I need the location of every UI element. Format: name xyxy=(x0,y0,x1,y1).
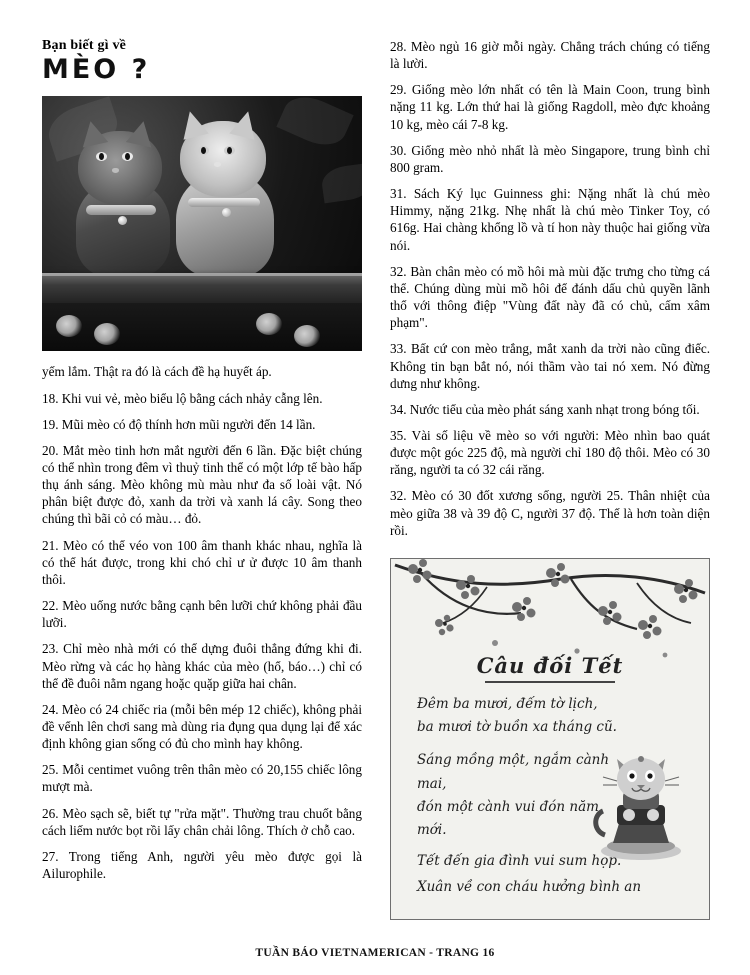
verse-line: Đêm ba mươi, đếm tờ lịch, xyxy=(417,696,598,712)
paragraph: 25. Mỗi centimet vuông trên thân mèo có 20,155 chiếc lông mượt mà. xyxy=(42,762,362,795)
tet-greeting-block xyxy=(417,849,687,900)
left-column xyxy=(42,38,362,891)
tet-card-title xyxy=(391,653,709,683)
paragraph: 23. Chỉ mèo nhà mới có thể dựng đuôi thẳng đứng khi đi. Mèo rừng và các họ hàng khác của mèo (hổ, báo…) chỉ có thể đề đuôi nằm ngang hoặc quặp giữa hai chân. xyxy=(42,641,362,691)
title-underline xyxy=(485,681,615,683)
tet-title-text: Câu đối Tết xyxy=(476,653,624,678)
paragraph: 35. Vài số liệu về mèo so với người: Mèo nhìn bao quát được một góc 225 độ, mà người chỉ 180 độ thôi. Mèo có 30 răng, người ta có 32 cái răng. xyxy=(390,427,710,478)
paragraph: 27. Trong tiếng Anh, người yêu mèo được gọi là Ailurophile. xyxy=(42,848,362,882)
cartoon-cat-illustration xyxy=(587,731,695,863)
verse-line: ba mươi tờ buồn xa tháng cũ. xyxy=(417,719,617,736)
page-title: MÈO ? xyxy=(42,54,151,85)
paragraph: 24. Mèo có 24 chiếc ria (mỗi bên mép 12 chiếc), không phải đề vểnh lên chơi sang mà dùng ria đụng qua dụng lại để xác định không gian sống có đủ cho mình hay không. xyxy=(42,701,362,752)
verse-line: Xuân về con cháu hưởng bình an xyxy=(417,878,642,895)
page-kicker: Bạn biết gì về xyxy=(42,38,127,53)
kittens-photo xyxy=(42,96,362,351)
paragraph: 34. Nước tiểu của mèo phát sáng xanh nhạt trong bóng tối. xyxy=(390,401,700,417)
paragraph: 30. Giống mèo nhỏ nhất là mèo Singapore, trung bình chỉ 800 gram. xyxy=(390,142,710,175)
page-footer: TUẦN BÁO VIETNAMERICAN - TRANG 16 xyxy=(255,947,495,959)
verse-line: Sáng mồng một, ngắm cành mai, xyxy=(417,752,610,792)
paragraph: 26. Mèo sạch sẽ, biết tự "rửa mặt". Thường trau chuốt bằng cách liếm nước bọt rồi lấy chân chải lông. Thích ở chỗ cao. xyxy=(42,805,362,838)
paragraph: yếm lắm. Thật ra đó là cách đề hạ huyết áp. xyxy=(42,364,272,380)
paragraph: 22. Mèo uống nước bằng cạnh bên lưỡi chứ không phải đầu lưỡi. xyxy=(42,598,362,631)
tet-couplet-card xyxy=(390,558,710,920)
article-heading xyxy=(42,38,362,84)
right-column xyxy=(390,38,710,548)
paragraph: 19. Mũi mèo có độ thính hơn mũi người đến 14 lần. xyxy=(42,416,316,432)
paragraph: 32. Bàn chân mèo có mồ hôi mà mùi đặc trưng cho từng cá thể. Chúng dùng mùi mồ hôi để đánh dấu chủ quyền lãnh thổ với thông điệp "Vùng đất này đã có chủ, cấm xâm phạm". xyxy=(390,263,710,331)
paragraph: 29. Giống mèo lớn nhất có tên là Main Coon, trung bình nặng 11 kg. Lớn thứ hai là giống Ragdoll, mèo đực khoảng 10 kg, mèo cái 7-8 kg. xyxy=(390,82,710,132)
paragraph: 21. Mèo có thể véo von 100 âm thanh khác nhau, nghĩa là có thể hát được, trong khi chó chỉ ư ử được 10 âm thanh thôi. xyxy=(42,537,362,587)
verse-line: đón một cành vui đón năm mới. xyxy=(417,798,599,839)
verse-line: Tết đến gia đình vui sum họp. xyxy=(417,853,622,869)
wooden-plank xyxy=(42,273,362,303)
paragraph: 28. Mèo ngủ 16 giờ mỗi ngày. Chẳng trách chúng có tiếng là lười. xyxy=(390,39,710,72)
paragraph: 20. Mắt mèo tinh hơn mắt người đến 6 lần. Đặc biệt chúng có thể nhìn trong đêm vì thuỷ tinh thể có một lớp tế bào hấp thụ ánh sáng. Mèo không mù màu như đa số loài vật. Nó phân biệt được đỏ, xanh da trời và xanh lá cây. Song theo chúng thì bãi cỏ có màu… đỏ. xyxy=(42,442,362,527)
paragraph: 18. Khi vui vẻ, mèo biểu lộ bằng cách nhảy cẫng lên. xyxy=(42,390,323,406)
paragraph: 32. Mèo có 30 đốt xương sống, người 25. Thân nhiệt của mèo giữa 38 và 39 độ C, người 37 độ. Thế là hơn toàn diện rồi. xyxy=(390,488,710,538)
cat-collar xyxy=(188,198,260,207)
paragraph: 33. Bất cứ con mèo trắng, mắt xanh da trời nào cũng điếc. Không tin bạn bắt nó, nói thầm vào tai nó xem. Nó đừng dưng như không. xyxy=(390,341,710,391)
cat-collar xyxy=(86,205,156,215)
paragraph: 31. Sách Ký lục Guinness ghi: Nặng nhất là chú mèo Himmy, nặng 21kg. Nhẹ nhất là chú mèo Tinker Toy, có 616g. Hai chàng khổng lồ và tí hon này thuộc hai giống vừa nói. xyxy=(390,186,710,253)
